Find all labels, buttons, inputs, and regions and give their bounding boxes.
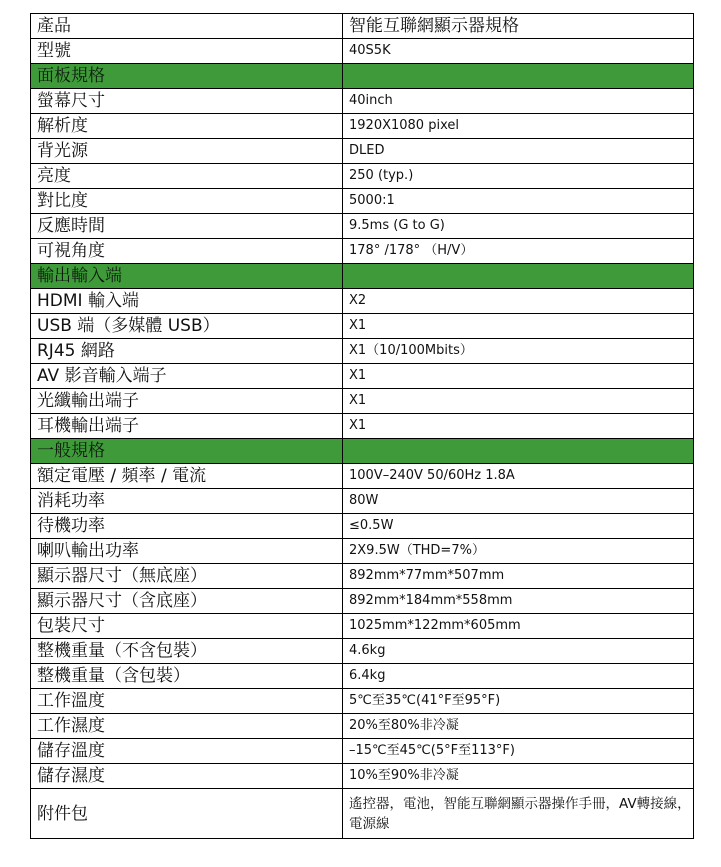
section-header-row (31, 64, 694, 89)
spec-row (31, 489, 694, 514)
spec-value: X2 (343, 289, 694, 314)
spec-row (31, 764, 694, 789)
spec-value: 6.4kg (343, 664, 694, 689)
spec-value: 5000:1 (343, 189, 694, 214)
spec-row (31, 564, 694, 589)
spec-value: X1 (343, 414, 694, 439)
spec-label: AV 影音輸入端子 (31, 364, 343, 389)
spec-label: 整機重量（含包裝） (31, 664, 343, 689)
section-header-row (31, 439, 694, 464)
spec-row (31, 289, 694, 314)
spec-label: 型號 (31, 39, 343, 64)
spec-value: DLED (343, 139, 694, 164)
spec-value: 20%至80%非冷凝 (343, 714, 694, 739)
spec-row (31, 414, 694, 439)
spec-row (31, 239, 694, 264)
spec-label: 顯示器尺寸（無底座） (31, 564, 343, 589)
header-label: 產品 (31, 14, 343, 39)
spec-label: 解析度 (31, 114, 343, 139)
spec-label: 附件包 (31, 789, 343, 839)
spec-row (31, 364, 694, 389)
spec-row (31, 539, 694, 564)
spec-row (31, 89, 694, 114)
spec-row (31, 589, 694, 614)
spec-row (31, 314, 694, 339)
spec-label: 對比度 (31, 189, 343, 214)
spec-row (31, 689, 694, 714)
spec-value: 遙控器，電池，智能互聯網顯示器操作手冊，AV轉接線，電源線 (343, 789, 694, 839)
spec-label: 包裝尺寸 (31, 614, 343, 639)
spec-row (31, 214, 694, 239)
spec-value: 9.5ms (G to G) (343, 214, 694, 239)
section-blank-cell (343, 64, 694, 89)
spec-label: 額定電壓 / 頻率 / 電流 (31, 464, 343, 489)
spec-value: 892mm*77mm*507mm (343, 564, 694, 589)
section-header-row (31, 264, 694, 289)
spec-row (31, 39, 694, 64)
spec-label: 工作濕度 (31, 714, 343, 739)
spec-value: 892mm*184mm*558mm (343, 589, 694, 614)
spec-label: 儲存溫度 (31, 739, 343, 764)
spec-row (31, 114, 694, 139)
spec-row (31, 714, 694, 739)
spec-row (31, 789, 694, 839)
spec-label: 反應時間 (31, 214, 343, 239)
spec-table (30, 13, 694, 839)
spec-label: 螢幕尺寸 (31, 89, 343, 114)
header-row (31, 14, 694, 39)
spec-label: 顯示器尺寸（含底座） (31, 589, 343, 614)
spec-row (31, 639, 694, 664)
spec-value: ≤0.5W (343, 514, 694, 539)
spec-row (31, 739, 694, 764)
spec-value: 1920X1080 pixel (343, 114, 694, 139)
spec-value: X1（10/100Mbits） (343, 339, 694, 364)
spec-label: 待機功率 (31, 514, 343, 539)
section-blank-cell (343, 264, 694, 289)
spec-label: 消耗功率 (31, 489, 343, 514)
spec-row (31, 389, 694, 414)
spec-value: 5℃至35℃(41°F至95°F) (343, 689, 694, 714)
spec-value: X1 (343, 314, 694, 339)
spec-value: 178° /178° （H/V） (343, 239, 694, 264)
section-blank-cell (343, 439, 694, 464)
spec-row (31, 139, 694, 164)
spec-label: 光纖輸出端子 (31, 389, 343, 414)
spec-value: 40S5K (343, 39, 694, 64)
spec-row (31, 164, 694, 189)
spec-label: 可視角度 (31, 239, 343, 264)
spec-label: 亮度 (31, 164, 343, 189)
spec-row (31, 514, 694, 539)
spec-row (31, 339, 694, 364)
spec-row (31, 614, 694, 639)
section-title: 輸出輸入端 (31, 264, 343, 289)
spec-row (31, 664, 694, 689)
spec-value: 10%至90%非冷凝 (343, 764, 694, 789)
spec-value: 100V–240V 50/60Hz 1.8A (343, 464, 694, 489)
spec-label: 耳機輸出端子 (31, 414, 343, 439)
spec-row (31, 464, 694, 489)
spec-value: 1025mm*122mm*605mm (343, 614, 694, 639)
spec-label: 整機重量（不含包裝） (31, 639, 343, 664)
spec-row (31, 189, 694, 214)
spec-value: 4.6kg (343, 639, 694, 664)
spec-label: USB 端（多媒體 USB） (31, 314, 343, 339)
spec-value: –15℃至45℃(5°F至113°F) (343, 739, 694, 764)
spec-value: X1 (343, 389, 694, 414)
spec-value: 250 (typ.) (343, 164, 694, 189)
spec-label: RJ45 網路 (31, 339, 343, 364)
spec-label: 工作溫度 (31, 689, 343, 714)
spec-label: HDMI 輸入端 (31, 289, 343, 314)
header-value: 智能互聯網顯示器規格 (343, 14, 694, 39)
spec-value: 40inch (343, 89, 694, 114)
spec-value: 80W (343, 489, 694, 514)
spec-label: 喇叭輸出功率 (31, 539, 343, 564)
section-title: 面板規格 (31, 64, 343, 89)
spec-label: 儲存濕度 (31, 764, 343, 789)
spec-label: 背光源 (31, 139, 343, 164)
spec-value: X1 (343, 364, 694, 389)
section-title: 一般規格 (31, 439, 343, 464)
spec-value: 2X9.5W（THD=7%） (343, 539, 694, 564)
